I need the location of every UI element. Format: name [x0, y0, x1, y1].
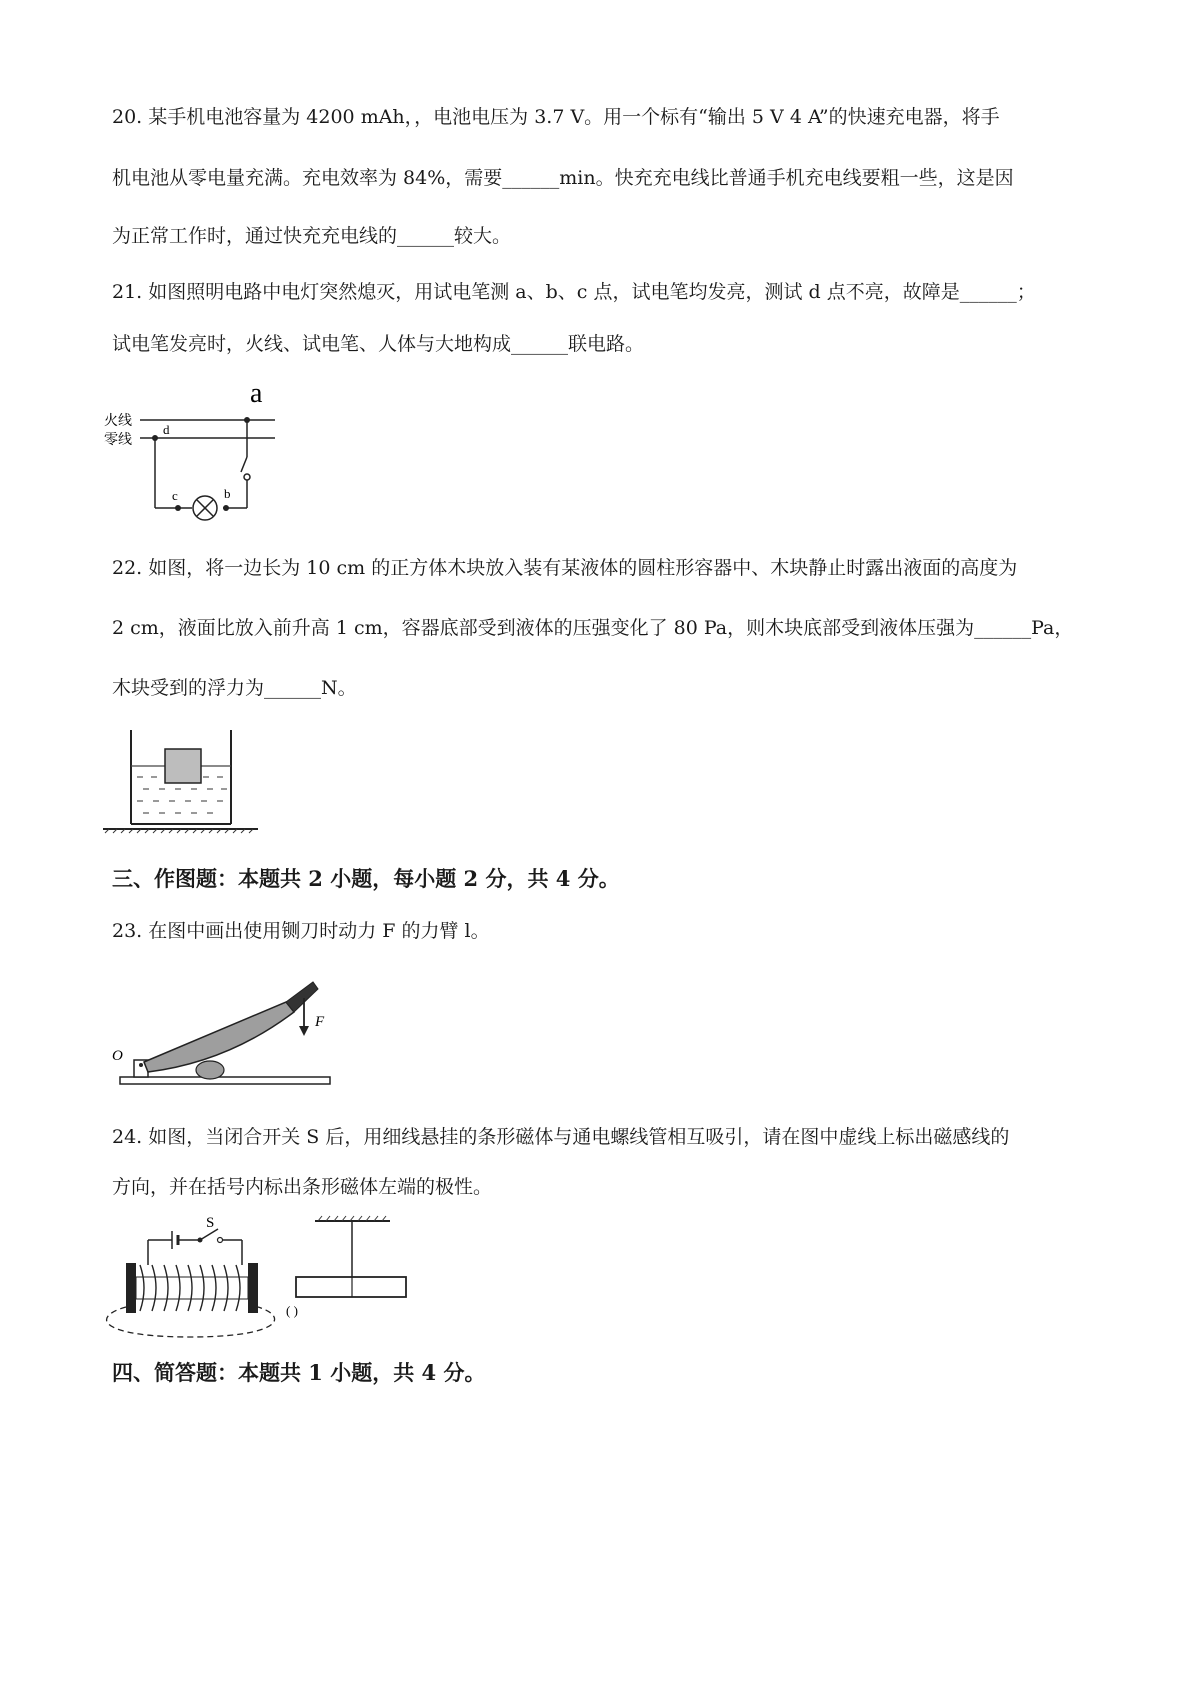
- label-live-wire: 火线: [104, 414, 132, 429]
- q20-line-1: 20. 某手机电池容量为 4200 mAh，，电池电压为 3.7 V。用一个标有“输出 5 V 4 A”的快速充电器，将手: [112, 106, 1000, 128]
- blade: [144, 1002, 294, 1072]
- label-switch-s: S: [206, 1215, 215, 1231]
- label-force-f: F: [315, 1014, 325, 1030]
- label-a: a: [250, 378, 263, 409]
- base-board: [120, 1077, 330, 1084]
- lighting-circuit-figure: [100, 372, 300, 532]
- q21-line-1: 21. 如图照明电路中电灯突然熄灭，用试电笔测 a、b、c 点，试电笔均发亮，测试 d 点不亮，故障是______；: [112, 281, 1036, 303]
- q20-line-2: 机电池从零电量充满。充电效率为 84%，需要______min。快充充电线比普通手机充电线要粗一些，这是因: [112, 167, 1014, 189]
- force-arrow-head: [299, 1026, 309, 1036]
- q23-line-1: 23. 在图中画出使用铡刀时动力 F 的力臂 l。: [112, 920, 490, 942]
- q24-line-2: 方向，并在括号内标出条形磁体左端的极性。: [112, 1176, 493, 1198]
- label-c: c: [172, 488, 178, 503]
- node-c: [175, 505, 181, 511]
- q22-line-3: 木块受到的浮力为______N。: [112, 677, 357, 699]
- floating-block-container-figure: [103, 725, 273, 840]
- solenoid-magnet-figure: [100, 1207, 420, 1345]
- solenoid-right-endcap: [248, 1263, 258, 1313]
- label-pivot-o: O: [112, 1048, 123, 1064]
- guillotine-cutter-figure: [108, 972, 343, 1092]
- switch-contact: [244, 474, 250, 480]
- pole-answer-bracket: ( ): [286, 1303, 298, 1318]
- label-b: b: [224, 486, 231, 501]
- label-neutral-wire: 零线: [104, 433, 132, 448]
- section-3-heading: 三、作图题：本题共 2 小题，每小题 2 分，共 4 分。: [112, 866, 620, 891]
- blade-handle: [286, 982, 318, 1012]
- bar-magnet: [296, 1277, 406, 1297]
- q22-line-1: 22. 如图，将一边长为 10 cm 的正方体木块放入装有某液体的圆柱形容器中、木块静止时露出液面的高度为: [112, 557, 1018, 579]
- pivot-pin: [139, 1063, 143, 1067]
- q22-line-2: 2 cm，液面比放入前升高 1 cm，容器底部受到液体的压强变化了 80 Pa，则木块底部受到液体压强为______Pa，: [112, 617, 1074, 639]
- switch-blade: [241, 457, 247, 472]
- solenoid-left-endcap: [126, 1263, 136, 1313]
- grass-bundle: [196, 1061, 224, 1079]
- wood-block: [165, 749, 201, 783]
- node-b: [223, 505, 229, 511]
- q21-line-2: 试电笔发亮时，火线、试电笔、人体与大地构成______联电路。: [112, 333, 645, 355]
- q24-line-1: 24. 如图，当闭合开关 S 后，用细线悬挂的条形磁体与通电螺线管相互吸引，请在图中虚线上标出磁感线的: [112, 1126, 1010, 1148]
- section-4-heading: 四、简答题：本题共 1 小题，共 4 分。: [112, 1360, 486, 1385]
- switch-contact: [218, 1238, 223, 1243]
- q20-line-3: 为正常工作时，通过快充充电线的______较大。: [112, 225, 512, 247]
- label-d: d: [163, 422, 170, 437]
